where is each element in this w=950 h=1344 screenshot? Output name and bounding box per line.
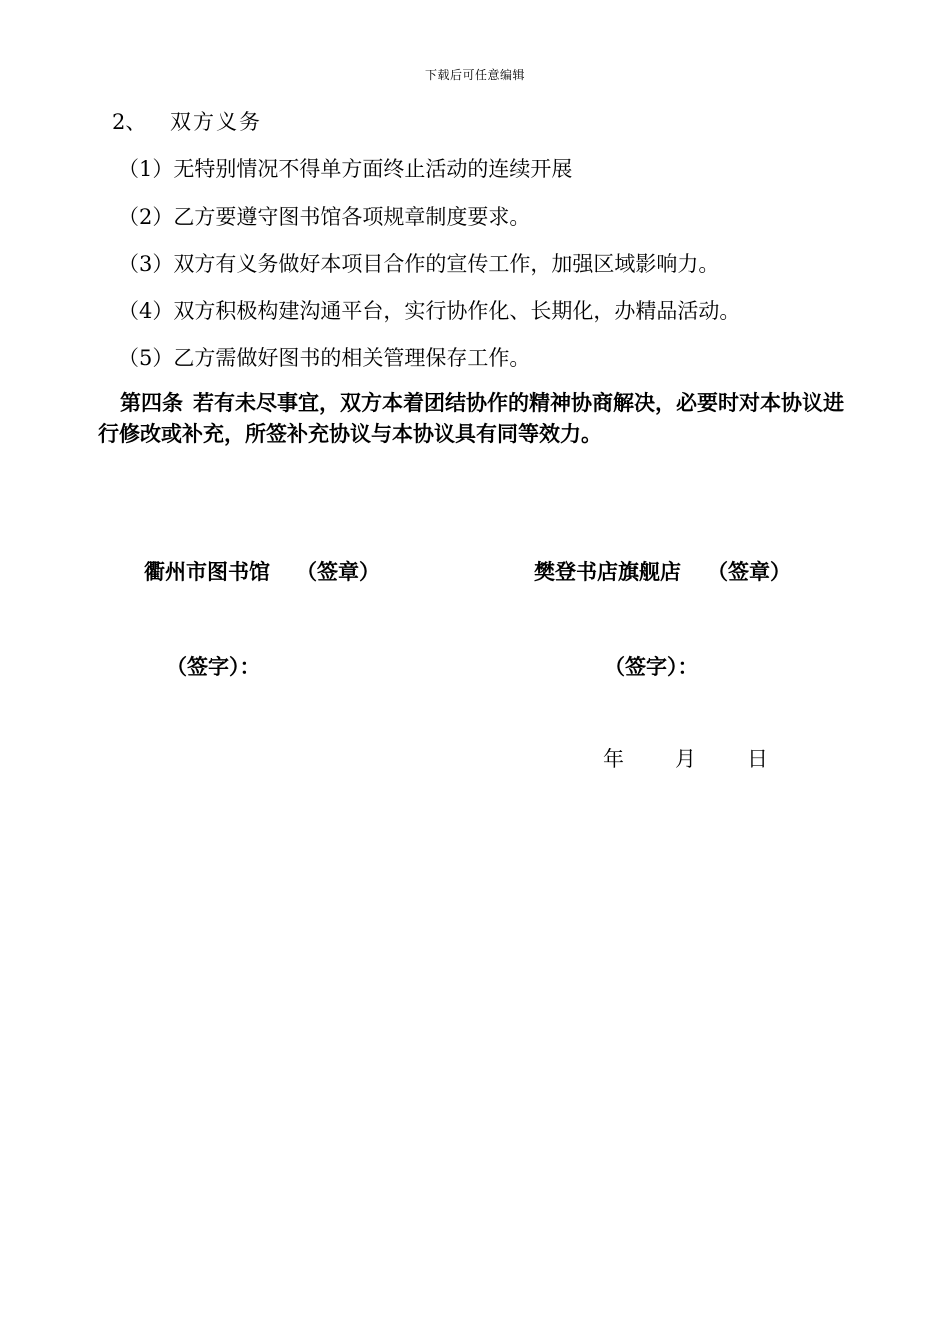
date-year: 年 — [603, 747, 624, 771]
party-b-seal-label: （签章） — [707, 559, 791, 584]
party-a-seal — [144, 556, 380, 586]
party-b-seal — [534, 556, 791, 586]
header-note: 下载后可任意编辑 — [424, 68, 525, 82]
article-four-text: 若有未尽事宜，双方本着团结协作的精神协商解决，必要时对本协议进行修改或补充，所签补充协议与本协议具有同等效力。 — [98, 390, 844, 446]
section-number: 2、 — [112, 110, 147, 134]
article-four-title: 第四条 — [120, 390, 183, 415]
article-four — [98, 387, 858, 449]
date-day: 日 — [747, 747, 768, 771]
date-month: 月 — [675, 747, 696, 771]
obligation-item-5: （5）乙方需做好图书的相关管理保存工作。 — [118, 346, 531, 370]
party-a-seal-label: （签章） — [296, 559, 380, 584]
party-b-name: 樊登书店旗舰店 — [534, 559, 681, 584]
party-a-name: 衢州市图书馆 — [144, 559, 270, 584]
obligation-item-2: （2）乙方要遵守图书馆各项规章制度要求。 — [118, 205, 531, 229]
obligation-item-4: （4）双方积极构建沟通平台，实行协作化、长期化，办精品活动。 — [118, 299, 741, 323]
section-title: 双方义务 — [170, 110, 262, 134]
obligation-item-3: （3）双方有义务做好本项目合作的宣传工作，加强区域影响力。 — [118, 252, 720, 276]
party-a-signature-label: （签字）： — [166, 654, 261, 679]
party-b-signature-label: （签字）： — [604, 654, 699, 679]
obligation-item-1: （1）无特别情况不得单方面终止活动的连续开展 — [118, 157, 573, 181]
date-line — [603, 743, 819, 773]
